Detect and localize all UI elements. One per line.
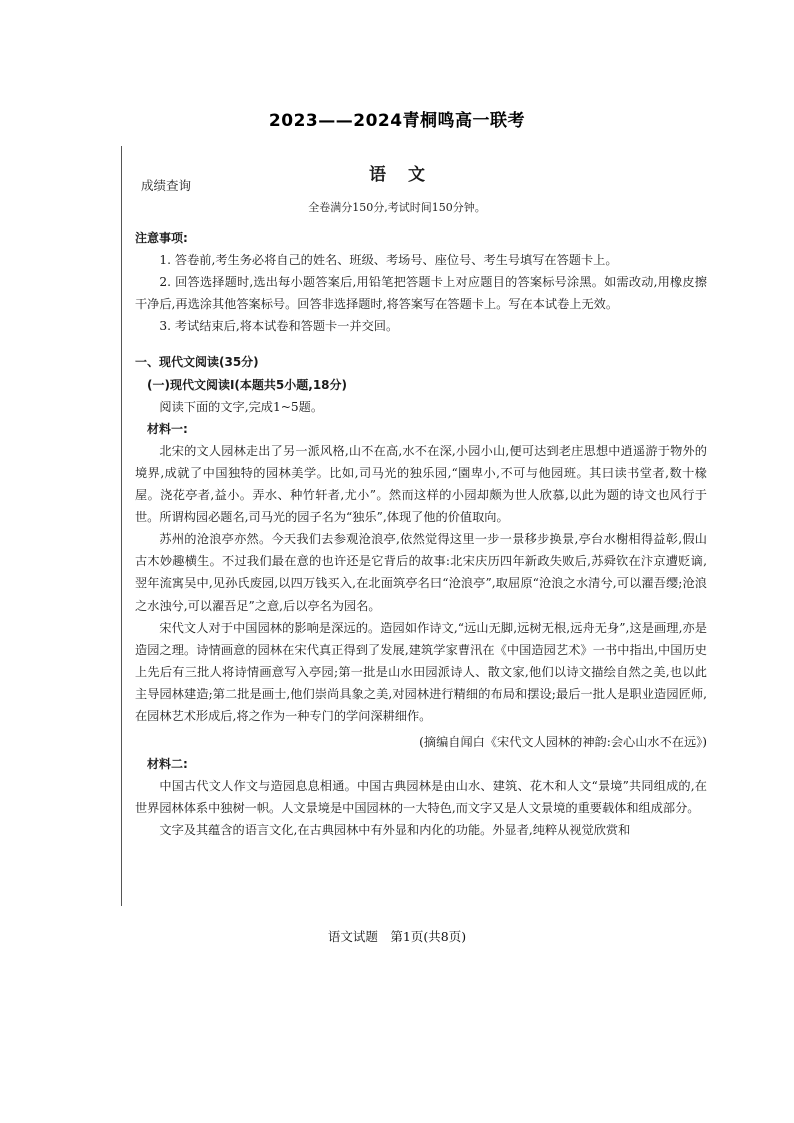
- score-query-label: 成绩查询: [141, 178, 192, 193]
- reading-instruction: 阅读下面的文字,完成1~5题。: [159, 399, 324, 414]
- exam-info: 全卷满分150分,考试时间150分钟。: [308, 201, 486, 214]
- material-paragraph: 宋代文人对于中国园林的影响是深远的。造园如作诗文,“远山无脚,远树无根,远舟无身”,这是画理,亦是造园之理。诗情画意的园林在宋代真正得到了发展,建筑学家曹汛在《中国造园艺术》一书中指出,中国历史上先后有三批人将诗情画意写入亭园;第一批是山水田园派诗人、散文家,他们以诗文描绘自然之美,也以此主导园林建造;第二批是画士,他们崇尚具象之美,对园林进行精细的布局和摆设;最后一批人是职业造园匠师,在园林艺术形成后,将之作为一种专门的学问深耕细作。: [135, 620, 707, 723]
- material-label: 材料二:: [147, 757, 188, 772]
- material-source: (摘编自闻白《宋代文人园林的神韵:会心山水不在远》): [419, 735, 707, 750]
- subsection-heading: (一)现代文阅读Ⅰ(本题共5小题,18分): [147, 377, 348, 392]
- subject-title: 语文: [369, 165, 447, 185]
- notice-item: 3. 考试结束后,将本试卷和答题卡一并交回。: [159, 319, 399, 334]
- notice-heading: 注意事项:: [135, 231, 188, 245]
- page-footer: 语文试题 第1页(共8页): [327, 929, 467, 944]
- exam-body: [135, 227, 707, 842]
- exam-main-title: 2023——2024青桐鸣高一联考: [268, 111, 526, 131]
- material-paragraph: 苏州的沧浪亭亦然。今天我们去参观沧浪亭,依然觉得这里一步一景移步换景,亭台水榭相得益彰,假山古木妙趣横生。不过我们最在意的也许还是它背后的故事:北宋庆历四年新政失败后,苏舜钦在汴京遭贬谪,翌年流寓吴中,见孙氏废园,以四万钱买入,在北面筑亭名曰“沧浪亭”,取屈原“沧浪之水清兮,可以濯吾缨;沧浪之水浊兮,可以濯吾足”之意,后以亭名为园名。: [135, 532, 707, 613]
- binding-margin-line: [121, 146, 122, 906]
- material-paragraph: 文字及其蕴含的语言文化,在古典园林中有外显和内化的功能。外显者,纯粹从视觉欣赏和: [159, 823, 631, 838]
- notice-item: 1. 答卷前,考生务必将自己的姓名、班级、考场号、座位号、考生号填写在答题卡上。: [159, 253, 618, 268]
- material-paragraph: 北宋的文人园林走出了另一派风格,山不在高,水不在深,小园小山,便可达到老庄思想中逍遥游于物外的境界,成就了中国独特的园林美学。比如,司马光的独乐园,“園卑小,不可与他园班。其曰读书堂者,数十椽屋。浇花亭者,益小。弄水、种竹轩者,尤小”。然而这样的小园却颇为世人欣慕,以此为题的诗文也风行于世。所谓构园必题名,司马光的园子名为“独乐”,体现了他的价值取向。: [135, 443, 707, 525]
- notice-item: 2. 回答选择题时,选出每小题答案后,用铅笔把答题卡上对应题目的答案标号涂黑。如需改动,用橡皮擦干净后,再选涂其他答案标号。回答非选择题时,将答案写在答题卡上。写在本试卷上无效。: [135, 275, 707, 312]
- section-heading: 一、现代文阅读(35分): [135, 355, 259, 370]
- material-paragraph: 中国古代文人作文与造园息息相通。中国古典园林是由山水、建筑、花木和人文“景境”共同组成的,在世界园林体系中独树一帜。人文景境是中国园林的一大特色,而文字又是人文景境的重要载体和组成部分。: [135, 779, 707, 816]
- material-label: 材料一:: [147, 421, 188, 436]
